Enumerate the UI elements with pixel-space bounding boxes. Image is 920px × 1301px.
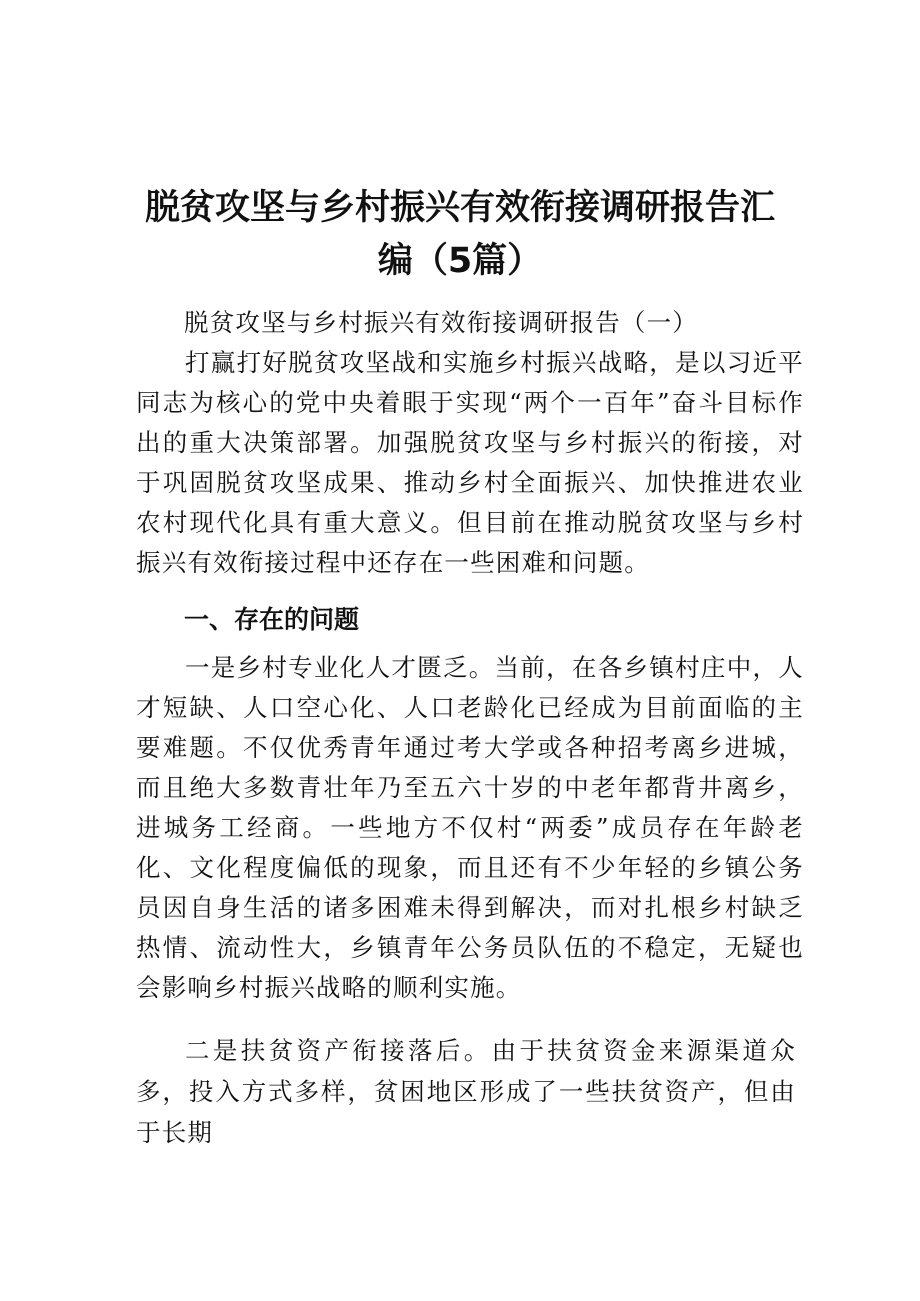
report-subtitle: 脱贫攻坚与乡村振兴有效衔接调研报告（一） — [184, 308, 698, 337]
intro-paragraph: 打赢打好脱贫攻坚战和实施乡村振兴战略，是以习近平同志为核心的党中央着眼于实现“两个一百年”奋斗目标作出的重大决策部署。加强脱贫攻坚与乡村振兴的衔接，对于巩固脱贫攻坚成果、推动乡村全面振兴、加快推进农业农村现代化具有重大意义。但目前在推动脱贫攻坚与乡村振兴有效衔接过程中还存在一些困难和问题。 — [136, 348, 804, 577]
problem-paragraph-2: 二是扶贫资产衔接落后。由于扶贫资金来源渠道众多，投入方式多样，贫困地区形成了一些扶贫资产，但由于长期 — [136, 1036, 796, 1147]
section-heading: 一、存在的问题 — [184, 605, 360, 634]
document-title-line-2: 编（5篇） — [377, 241, 543, 281]
problem-paragraph-1: 一是乡村专业化人才匮乏。当前，在各乡镇村庄中，人才短缺、人口空心化、人口老龄化已经成为目前面临的主要难题。不仅优秀青年通过考大学或各种招考离乡进城，而且绝大多数青壮年乃至五六十岁的中老年都背井离乡，进城务工经商。一些地方不仅村“两委”成员存在年龄老化、文化程度偏低的现象，而且还有不少年轻的乡镇公务员因自身生活的诸多困难未得到解决，而对扎根乡村缺乏热情、流动性大，乡镇青年公务员队伍的不稳定，无疑也会影响乡村振兴战略的顺利实施。 — [136, 653, 804, 1002]
document-title-line-1: 脱贫攻坚与乡村振兴有效衔接调研报告汇 — [144, 188, 775, 228]
